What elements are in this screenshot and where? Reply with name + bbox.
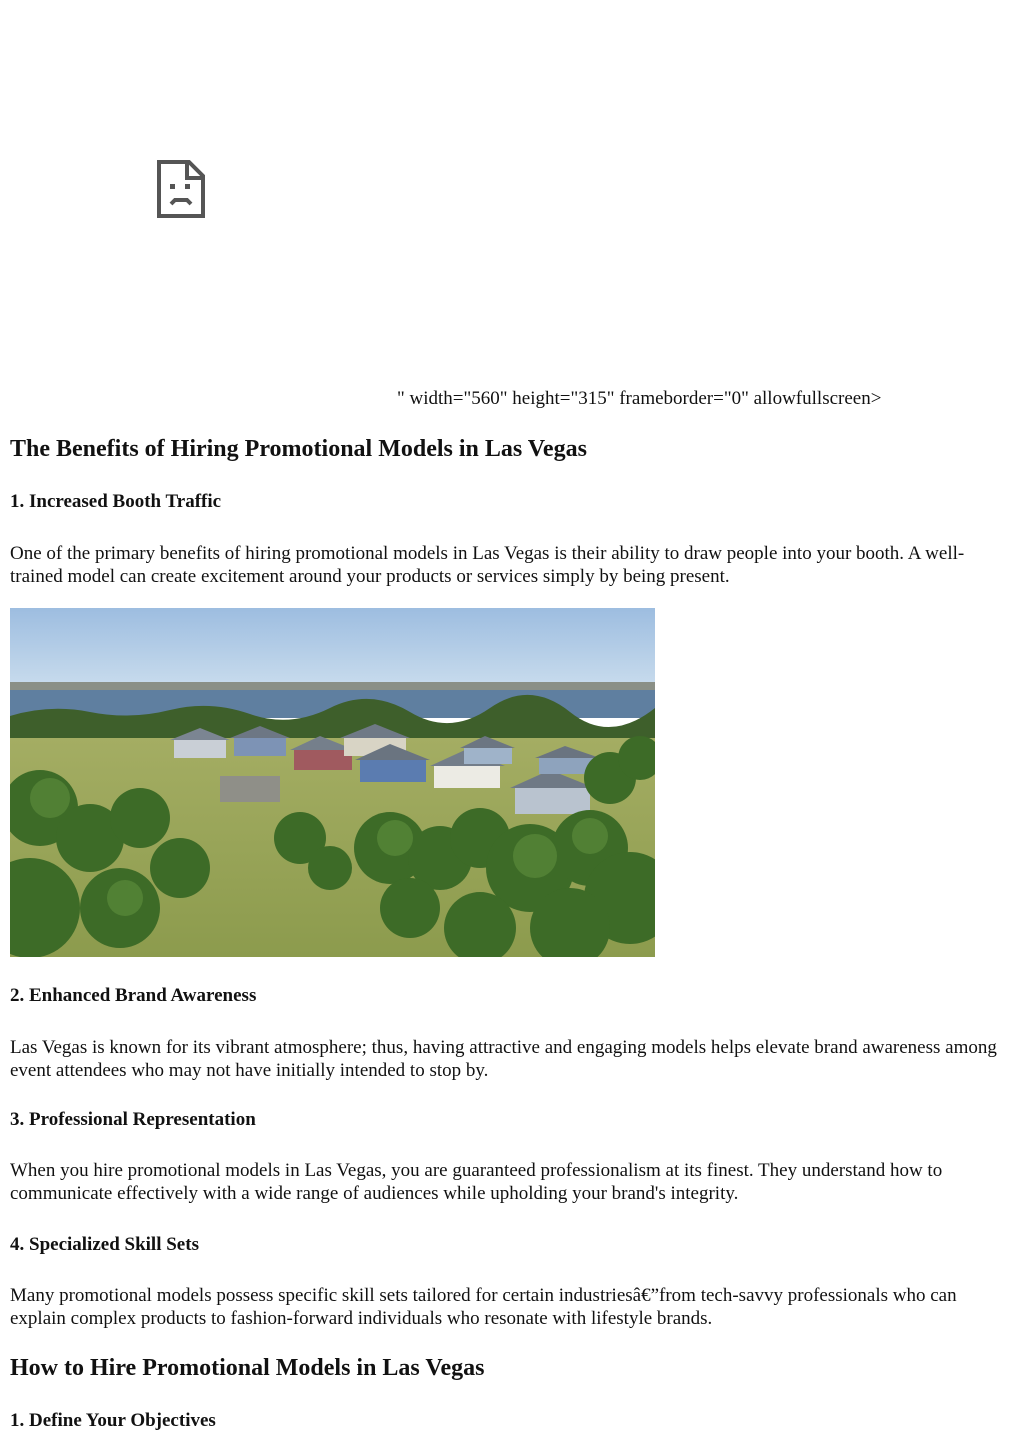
- heading-enhanced-brand-awareness: 2. Enhanced Brand Awareness: [10, 985, 257, 1006]
- section-title-how-to-hire: How to Hire Promotional Models in Las Vegas: [10, 1355, 485, 1381]
- heading-increased-booth-traffic: 1. Increased Booth Traffic: [10, 491, 222, 512]
- heading-specialized-skill-sets: 4. Specialized Skill Sets: [10, 1234, 199, 1255]
- leftover-iframe-markup: " width="560" height="315" frameborder="0" allowfullscreen>: [397, 388, 882, 409]
- paragraph-booth-traffic: One of the primary benefits of hiring promotional models in Las Vegas is their ability to draw people into your booth. A well-trained model can create excitement around your products or services simply by being present.: [10, 543, 965, 587]
- paragraph-specialized-skill-sets: Many promotional models possess specific skill sets tailored for certain industriesâ€”from tech-savvy professionals who can explain complex products to fashion-forward individuals who resonate with lifestyle brands.: [10, 1285, 957, 1329]
- paragraph-professional-representation: When you hire promotional models in Las Vegas, you are guaranteed professionalism at its finest. They understand how to communicate effectively with a wide range of audiences while upholding your brand's integrity.: [10, 1160, 943, 1204]
- paragraph-brand-awareness: Las Vegas is known for its vibrant atmosphere; thus, having attractive and engaging models helps elevate brand awareness among event attendees who may not have initially intended to stop by.: [10, 1037, 997, 1081]
- section-title-benefits: The Benefits of Hiring Promotional Models in Las Vegas: [10, 436, 587, 462]
- landscape-photo: [10, 608, 655, 957]
- heading-professional-representation: 3. Professional Representation: [10, 1109, 256, 1130]
- broken-page-icon: [157, 160, 205, 218]
- heading-define-objectives: 1. Define Your Objectives: [10, 1410, 216, 1431]
